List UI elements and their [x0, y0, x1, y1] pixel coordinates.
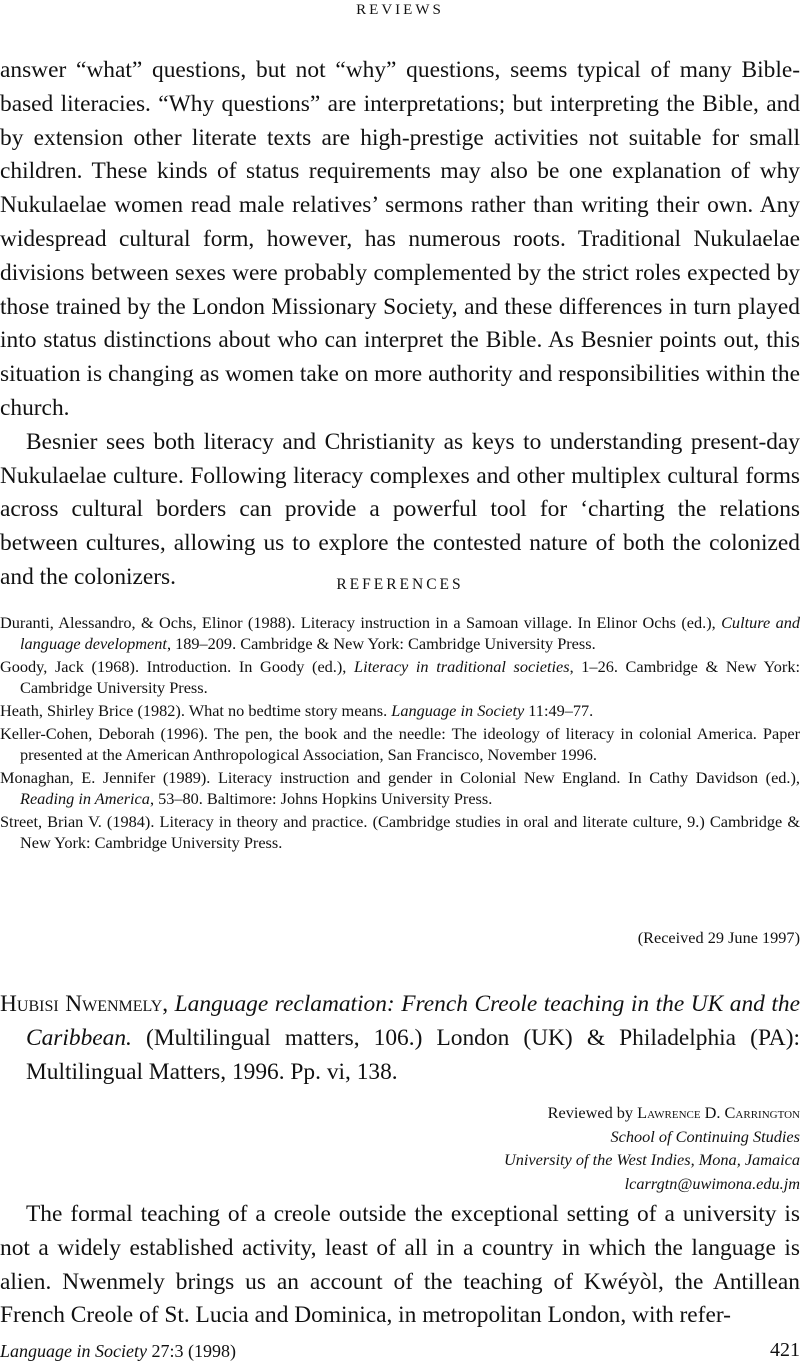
reference-item: Duranti, Alessandro, & Ochs, Elinor (1988). Literacy instruction in a Samoan village. In Elinor Ochs (ed.), Culture and language development, 189–209. Cambridge & New York: Cambridge University Press. — [0, 613, 800, 653]
body-text-top — [0, 54, 800, 595]
paragraph: answer “what” questions, but not “why” questions, seems typical of many Bible-based literacies. “Why questions” are interpretations; but interpreting the Bible, and by extension other literate texts are high-prestige activities not suitable for small children. These kinds of status requirements may also be one explanation of why Nukulaelae women read male relatives’ sermons rather than writing their own. Any widespread cultural form, however, has numerous roots. Traditional Nukulaelae divisions between sexes were probably complemented by the strict roles expected by those trained by the London Missionary Society, and these differences in turn played into status distinctions about who can interpret the Bible. As Besnier points out, this situation is changing as women take on more authority and responsibilities within the church. — [0, 57, 800, 421]
reviewer-block — [504, 1101, 800, 1195]
reference-item: Goody, Jack (1968). Introduction. In Goody (ed.), Literacy in traditional societies, 1–26. Cambridge & New York: Cambridge University Press. — [0, 657, 800, 697]
reference-item: Keller-Cohen, Deborah (1996). The pen, the book and the needle: The ideology of literacy in colonial America. Paper presented at the American Anthropological Association, San Francisco, November 1996. — [0, 724, 800, 764]
reviewer-line: Reviewed by Lawrence D. Carrington — [547, 1103, 800, 1122]
reviewer-institution: University of the West Indies, Mona, Jamaica — [503, 1150, 800, 1169]
references-list — [0, 612, 800, 855]
received-date: (Received 29 June 1997) — [637, 928, 800, 947]
body-text-review — [0, 1198, 800, 1333]
reference-item: Heath, Shirley Brice (1982). What no bedtime story means. Language in Society 11:49–77. — [0, 701, 594, 720]
book-details: (Multilingual matters, 106.) London (UK) & Philadelphia (PA): Multilingual Matters, 1996. Pp. vi, 138. — [26, 1024, 800, 1085]
reference-item: Monaghan, E. Jennifer (1989). Literacy instruction and gender in Colonial New England. In Cathy Davidson (ed.), Reading in America, 53–80. Baltimore: Johns Hopkins University Press. — [0, 768, 800, 808]
paragraph: Besnier sees both literacy and Christianity as keys to understanding present-day Nukulaelae culture. Following literacy complexes and other multiplex cultural forms across cultural borders can provide a powerful tool for ‘charting the relations between cultures, allowing us to explore the contested nature of both the colonized and the colonizers. — [0, 428, 800, 590]
paragraph: The formal teaching of a creole outside the exceptional setting of a university is not a widely established activity, least of all in a country in which the language is alien. Nwenmely brings us an account of the teaching of Kwéyòl, the Antillean French Creole of St. Lucia and Dominica, in metropolitan London, with refer- — [0, 1201, 800, 1329]
reference-item: Street, Brian V. (1984). Literacy in theory and practice. (Cambridge studies in oral and literate culture, 9.) Cambridge & New York: Cambridge University Press. — [0, 812, 800, 852]
references-heading: REFERENCES — [336, 576, 464, 593]
book-author: Hubisi Nwenmely — [0, 991, 163, 1017]
footer-journal: Language in Society 27:3 (1998) — [0, 1341, 236, 1361]
reviewer-name: Lawrence D. Carrington — [637, 1103, 800, 1122]
book-title: Language reclamation: French Creole teaching in the UK and the Caribbean. — [26, 991, 800, 1051]
running-head: REVIEWS — [356, 2, 444, 18]
reviewer-affiliation: School of Continuing Studies — [610, 1126, 800, 1146]
page-number: 421 — [770, 1339, 800, 1361]
book-citation: Hubisi Nwenmely, Language reclamation: French Creole teaching in the UK and the Caribbean. (Multilingual matters, 106.) London (UK) & Philadelphia (PA): Multilingual Matters, 1996. Pp. vi, 138. — [0, 991, 800, 1085]
reviewer-email: lcarrgtn@uwimona.edu.jm — [624, 1173, 800, 1193]
